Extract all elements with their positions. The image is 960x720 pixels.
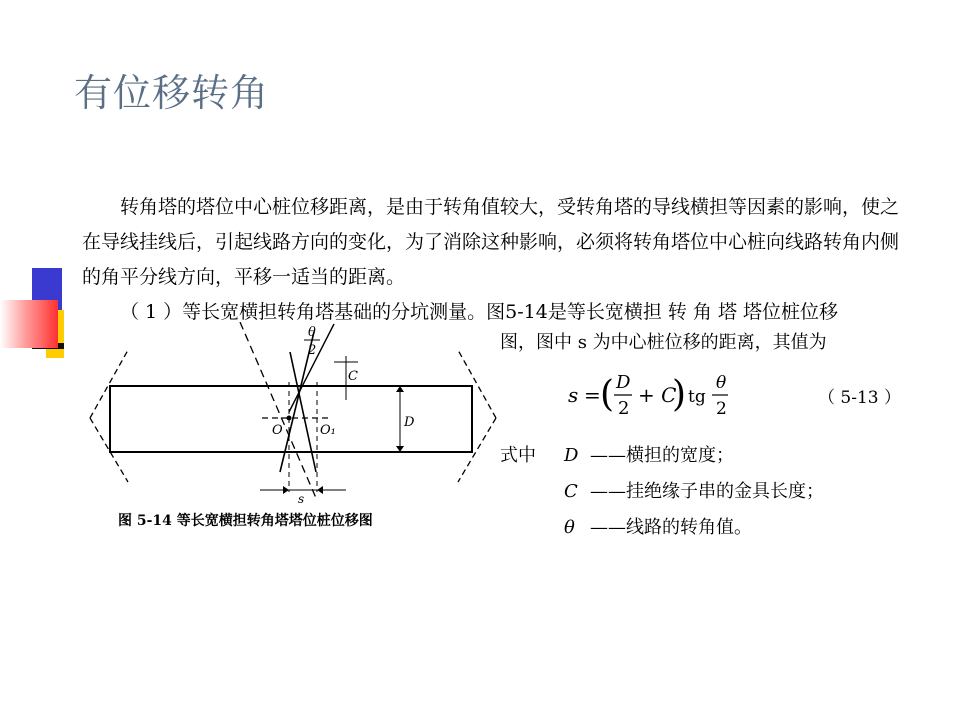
- definition-symbol: D: [564, 445, 579, 466]
- definition-symbol: θ: [564, 517, 575, 538]
- formula-5-13: [566, 366, 766, 428]
- definition-text: ——横担的宽度；: [590, 445, 734, 466]
- right-dash-top: [458, 350, 496, 418]
- bisector-line-dashed: [240, 322, 316, 498]
- formula-lhs: s: [568, 383, 579, 407]
- figure-5-14: [84, 322, 504, 508]
- figure-caption: 图 5-14 等长宽横担转角塔塔位桩位移图: [118, 513, 373, 529]
- paragraph-1: 转角塔的塔位中心桩位移距离，是由于转角值较大，受转角塔的导线横担等因素的影响，使之在导线挂线后，引起线路方向的变化，为了消除这种影响，必须将转角塔位中心桩向线路转角内侧的角平分线方向，平移一适当的距离。: [82, 196, 900, 288]
- s-arrow-left: [283, 486, 289, 494]
- formula-den1: 2: [618, 398, 630, 419]
- label-o: O: [272, 423, 283, 438]
- s-arrow-right: [317, 486, 323, 494]
- label-o1: O₁: [320, 423, 336, 438]
- label-s: s: [298, 492, 305, 506]
- definition-text: ——挂绝缘子串的金具长度；: [590, 481, 824, 502]
- decor-red-gradient: [0, 300, 58, 348]
- definitions-intro: 式中: [500, 445, 536, 466]
- point-o: [287, 416, 292, 421]
- formula-eq: =: [584, 383, 601, 407]
- equation-number: （ 5-13 ）: [818, 388, 901, 408]
- definition-text: ——线路的转角值。: [590, 517, 752, 538]
- formula-num1: D: [616, 372, 631, 393]
- body-text: [82, 190, 902, 330]
- definition-symbol: C: [564, 481, 578, 502]
- formula-func: tg: [688, 387, 706, 407]
- label-d: D: [404, 415, 415, 430]
- slide-title: 有位移转角: [74, 71, 270, 115]
- label-c: C: [348, 369, 358, 384]
- formula-den2: 2: [716, 399, 727, 419]
- label-theta: θ: [308, 325, 316, 340]
- formula-rparen: ): [672, 374, 687, 415]
- right-dash-bottom: [458, 418, 496, 482]
- label-two: 2: [308, 343, 317, 358]
- paragraph-2-continuation: 图，图中 s 为中心桩位移的距离，其值为: [500, 332, 827, 353]
- formula-plus: + C: [638, 383, 677, 407]
- formula-lparen: (: [600, 374, 615, 415]
- paragraph-2: （ 1 ）等长宽横担转角塔基础的分坑测量。图5-14是等长宽横担 转 角 塔 塔位桩位移: [120, 301, 839, 323]
- formula-num2: θ: [716, 373, 727, 393]
